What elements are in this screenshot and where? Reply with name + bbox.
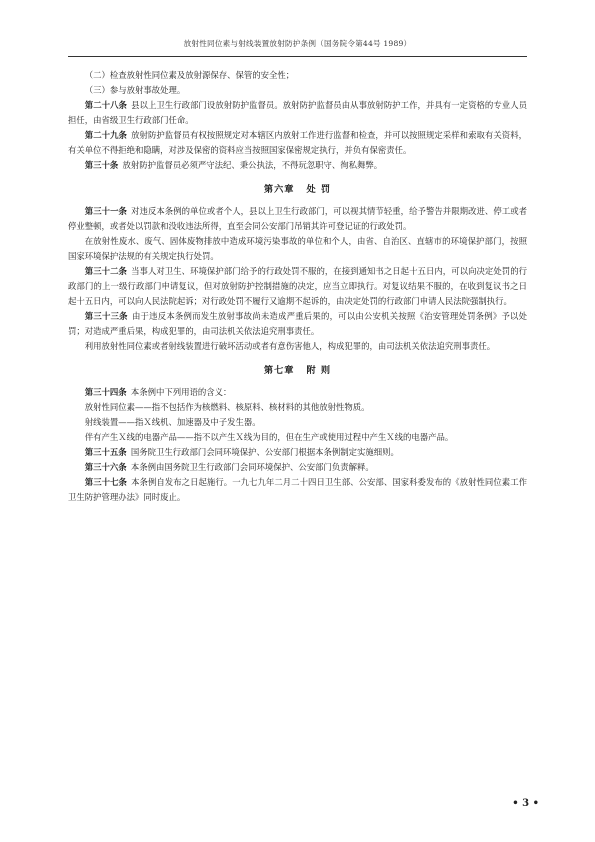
article-paragraph	[68, 475, 527, 505]
article-paragraph	[68, 204, 527, 234]
article-number: 第三十七条	[84, 477, 127, 487]
article-paragraph	[68, 98, 527, 128]
paragraph-text: 在放射性废水、废气、固体废物排放中造成环境污染事故的单位和个人，由省、自治区、直辖市的环境保护部门，按照国家环境保护法规的有关规定执行处罚。	[68, 236, 527, 261]
paragraph-text: 由于违反本条例而发生放射事故尚未造成严重后果的，可以由公安机关按照《治安管理处罚条例》予以处罚；对造成严重后果，构成犯罪的，由司法机关依法追究刑事责任。	[68, 311, 528, 336]
paragraph-text: 对违反本条例的单位或者个人，县以上卫生行政部门，可以视其情节轻重，给予警告并限期改进、停工或者停业整顿，或者处以罚款和没收违法所得，直至会同公安部门吊销其许可登记证的行政处罚。	[68, 206, 527, 231]
paragraph-text: 射线装置——指Ｘ线机、加速器及中子发生器。	[84, 417, 261, 427]
paragraph	[68, 339, 527, 354]
paragraph-text: 伴有产生Ｘ线的电器产品——指不以产生Ｘ线为目的，但在生产或使用过程中产生Ｘ线的电器产品。	[84, 432, 454, 442]
article-number: 第三十六条	[84, 462, 127, 472]
paragraph-text: 县以上卫生行政部门设放射防护监督员。放射防护监督员由从事放射防护工作，并具有一定资格的专业人员担任，由省级卫生行政部门任命。	[68, 100, 527, 125]
chapter-label: 第七章	[263, 365, 295, 376]
paragraph	[68, 415, 527, 430]
running-header: 放射性同位素与射线装置放射防护条例（国务院令第44号 1989）	[183, 39, 412, 48]
paragraph-text: 本条例自发布之日起施行。一九七九年二月二十四日卫生部、公安部、国家科委发布的《放射性同位素工作卫生防护管理办法》同时废止。	[68, 477, 527, 502]
paragraph-text: 国务院卫生行政部门会同环境保护、公安部门根据本条例制定实施细则。	[130, 447, 399, 457]
article-paragraph	[68, 264, 527, 309]
article-paragraph	[68, 385, 527, 400]
article-number: 第三十五条	[84, 447, 127, 457]
article-number: 第二十九条	[84, 130, 127, 140]
paragraph	[68, 68, 527, 83]
paragraph	[68, 83, 527, 98]
paragraph-text: 当事人对卫生、环境保护部门给予的行政处罚不服的，在接到通知书之日起十五日内，可以向决定处罚的行政部门的上一级行政部门申请复议，但对放射防护控制措施的决定，应当立即执行。对复议结果不服的，在收到复议书之日起十五日内，可以向人民法院起诉；对行政处罚不履行又逾期不起诉的，由决定处罚的行政部门申请人民法院强制执行。	[68, 266, 527, 306]
page-number: • 3 •	[512, 798, 539, 809]
paragraph	[68, 234, 527, 264]
paragraph-text: 放射性同位素——指不包括作为核燃料、核原料、核材料的其他放射性物质。	[84, 402, 370, 412]
paragraph-text: （二）检查放射性同位素及放射源保存、保管的安全性；	[84, 70, 295, 80]
paragraph-text: 本条例中下列用语的含义：	[130, 387, 232, 397]
article-number: 第三十一条	[84, 206, 127, 216]
article-paragraph	[68, 309, 527, 339]
paragraph-text: （三）参与放射事故处理。	[84, 85, 186, 95]
chapter-label: 第六章	[263, 184, 295, 195]
article-number: 第三十四条	[84, 387, 127, 397]
document-body	[68, 68, 527, 505]
article-number: 第三十二条	[84, 266, 127, 276]
paragraph-text: 放射防护监督员有权按照规定对本辖区内放射工作进行监督和检查，并可以按照规定采样和索取有关资料，有关单位不得拒绝和隐瞒，对涉及保密的资料应当按照国家保密规定执行，并负有保密责任。	[68, 130, 527, 155]
article-number: 第三十条	[84, 160, 119, 170]
chapter-title: 附 则	[306, 365, 332, 376]
paragraph	[68, 430, 527, 445]
chapter-heading	[68, 363, 527, 378]
article-paragraph	[68, 158, 527, 173]
paragraph	[68, 400, 527, 415]
article-number: 第三十三条	[84, 311, 128, 321]
article-number: 第二十八条	[84, 100, 127, 110]
header-rule	[68, 56, 527, 57]
chapter-title: 处 罚	[306, 184, 332, 195]
paragraph-text: 放射防护监督员必须严守法纪、秉公执法，不得玩忽职守、徇私舞弊。	[122, 160, 383, 170]
article-paragraph	[68, 460, 527, 475]
article-paragraph	[68, 128, 527, 158]
paragraph-text: 本条例由国务院卫生行政部门会同环境保护、公安部门负责解释。	[130, 462, 374, 472]
paragraph-text: 利用放射性同位素或者射线装置进行破坏活动或者有意伤害他人，构成犯罪的，由司法机关依法追究刑事责任。	[84, 341, 496, 351]
chapter-heading	[68, 182, 527, 197]
article-paragraph	[68, 445, 527, 460]
